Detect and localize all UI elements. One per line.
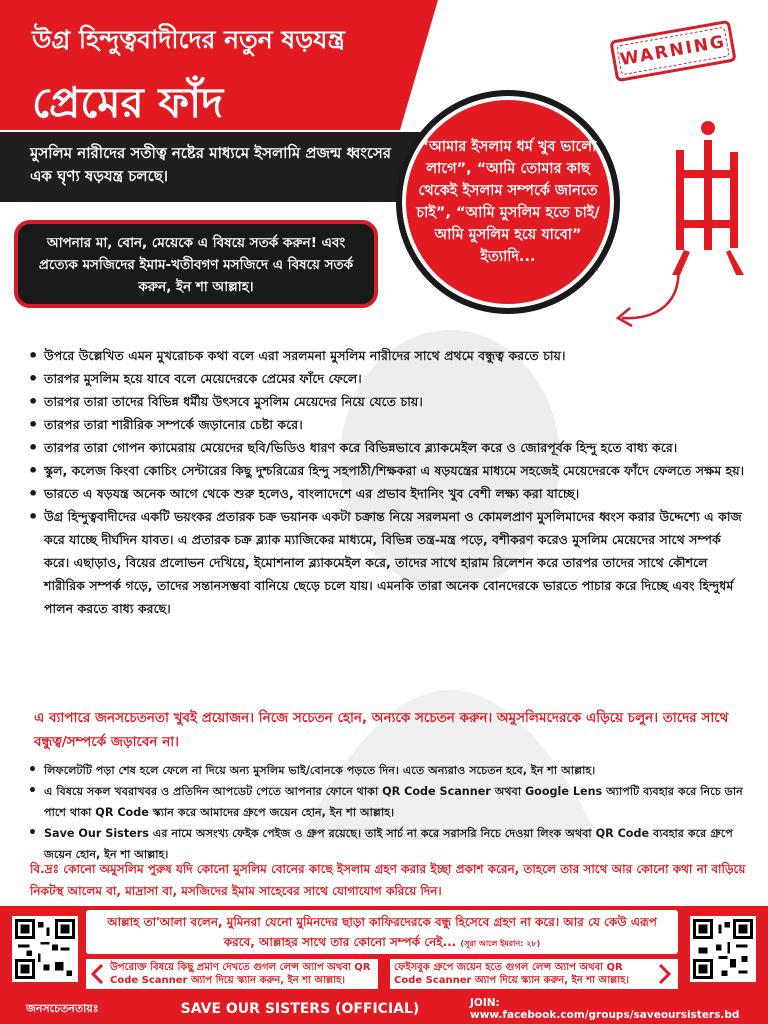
verse-citation: (সূরা আলে ইমরান: ২৮): [460, 939, 541, 948]
scan-right-text: ফেইসবুক গ্রুপে জয়েন হতে গুগল লেন্স অ্যাপ অথবা QR Code Scanner অ্যাপ দিয়ে স্ক্যান করুন, ইন শা আল্লাহ।: [394, 962, 630, 986]
arrow-right-icon: [658, 963, 672, 985]
main-bullet-list: [26, 344, 746, 620]
list-item: • উপরে উল্লেখিত এমন মুখরোচক কথা বলে এরা সরলমনা মুসলিম নারীদের সাথে প্রথমে বন্ধুত্ব করতে চায়।: [26, 344, 746, 367]
warning-stamp: WARNING: [609, 20, 736, 83]
quran-verse-box: [86, 910, 678, 954]
list-item: • তারপর মুসলিম হয়ে যাবে বলে মেয়েদেরকে প্রেমের ফাঁদে ফেলে।: [26, 367, 746, 390]
quote-text: “আমার ইসলাম ধর্ম খুব ভালো লাগে”, “আমি তোমার কাছ থেকেই ইসলাম সম্পর্কে জানতে চাই”, “আমি মুসলিম হতে চাই/আমি মুসলিম হয়ে যাবো” ইত্যাদি...: [416, 139, 600, 265]
alert-text: আপনার মা, বোন, মেয়েকে এ বিষয়ে সতর্ক করুন! এবং প্রত্যেক মসজিদের ইমাম-খতীবগণ মসজিদে এ বিষয়ে সতর্ক করুন, ইন শা আল্লাহ।: [38, 235, 354, 295]
list-item: • উগ্র হিন্দুত্ববাদীদের একটি ভয়ংকর প্রতারক চক্র ভয়ানক একটা চক্রান্ত নিয়ে সরলমনা ও কোমলপ্রাণ মুসলিমাদের ধ্বংস করার উদ্দেশ্যে এ কাজ করে যাচ্ছে দীর্ঘদিন যাবত। এ প্রতারক চক্র ব্ল্যাক ম্যাজিকের মাধ্যমে, বিভিন্ন তন্ত্র-মন্ত্র পড়ে, বশীকরণ করেও মুসলিম মেয়েদের সাথে সম্পর্ক করে। এছাড়াও, বিয়ের প্রলোভন দেখিয়ে, ইমোশনাল ব্ল্যাকমেইল করে, তাদের সাথে হারাম রিলেশন করে তারপর তাদের সাথে কৌশলে শারীরিক সম্পর্ক গড়ে, তাদের সন্তানসম্ভবা বানিয়ে ছেড়ে চলে যায়। এমনকি তারা অনেক বোনদেরকে ভারতে পাচার করে দিচ্ছে এবং হিন্দুধর্ম পালন করতে বাধ্য করছে।: [26, 505, 746, 620]
scan-left-text: উপরোক্ত বিষয়ে কিছু প্রমাণ দেখতে গুগল লেন্স অ্যাপ অথবা QR Code Scanner অ্যাপ দিয়ে স্ক্যান করুন, ইন শা আল্লাহ।: [110, 962, 371, 986]
qr-code-icon[interactable]: [12, 916, 78, 982]
intro-text: মুসলিম নারীদের সতীত্ব নষ্টের মাধ্যমে ইসলামি প্রজন্ম ধ্বংসের এক ঘৃণ্য ষড়যন্ত্র চলছে।: [30, 144, 392, 185]
qr-code-icon[interactable]: [690, 916, 756, 982]
intro-banner: [0, 132, 420, 202]
bound-figure-illustration: [664, 110, 754, 280]
list-item: • লিফলেটটি পড়া শেষ হলে ফেলে না দিয়ে অন্য মুসলিম ভাই/বোনকে পড়তে দিন। এতে অন্যরাও সচেতন হবে, ইন শা আল্লাহ।: [26, 760, 746, 781]
page-subtitle: উগ্র হিন্দুত্ববাদীদের নতুন ষড়যন্ত্র: [32, 25, 345, 54]
alert-box: [14, 220, 378, 308]
list-item: • তারপর তারা গোপন ক্যামেরায় মেয়েদের ছবি/ভিডিও ধারণ করে বিভিন্নভাবে ব্ল্যাকমেইল করে ও জোরপূর্বক হিন্দু হতে বাধ্য করে।: [26, 436, 746, 459]
footer: [0, 994, 768, 1024]
footer-label: জনসচেতনতায়ঃ: [26, 1001, 99, 1015]
org-name: SAVE OUR SISTERS (OFFICIAL): [180, 1001, 420, 1017]
list-item: • তারপর তারা শারীরিক সম্পর্কে জড়ানোর চেষ্টা করে।: [26, 413, 746, 436]
scan-instruction-right: [390, 959, 678, 989]
scan-instruction-left: [86, 959, 378, 989]
awareness-note: এ ব্যাপারে জনসচেতনতা খুবই প্রয়োজন। নিজে সচেতন হোন, অন্যকে সচেতন করুন। অমুসলিমদেরকে এড়িয়ে চলুন। তাদের সাথে বন্ধুত্ব/সম্পর্কে জড়াবেন না।: [34, 710, 729, 750]
list-item: • ভারতে এ ষড়যন্ত্র অনেক আগে থেকে শুরু হলেও, বাংলাদেশে এর প্রভাব ইদানিং খুব বেশী লক্ষ্য করা যাচ্ছে।: [26, 482, 746, 505]
list-item: • Save Our Sisters এর নামে অসংখ্য ফেইক পেইজ ও গ্রুপ রয়েছে। তাই সার্চ না করে সরাসরি নিচে দেওয়া লিংক অথবা QR Code ব্যবহার করে গ্রুপে জয়েন হোন, ইন শা আল্লাহ।: [26, 823, 746, 865]
list-item: • এ বিষয়ে সকল খবরাখবর ও প্রতিদিন আপডেট পেতে আপনার ফোনে থাকা QR Code Scanner অথবা Google Lens অ্যাপটি ব্যবহার করে নিচে ডান পাশে থাকা QR Code স্ক্যান করে আমাদের গ্রুপে জয়েন হোন, ইন শা আল্লাহ।: [26, 781, 746, 823]
arrow-left-icon: [90, 963, 104, 985]
instructions-list: [26, 760, 746, 865]
verse-text: আল্লাহ তা'আলা বলেন, মুমিনরা যেনো মুমিনদের ছাড়া কাফিরদেরকে বন্ধু হিসেবে গ্রহণ না করে। আর যে কেউ এরূপ করবে, আল্লাহর সাথে তার কোনো সম্পর্ক নেই...: [107, 915, 657, 949]
list-item: • তারপর তারা তাদের বিভিন্ন ধর্মীয় উৎসবে মুসলিম মেয়েদের নিয়ে যেতে চায়।: [26, 390, 746, 413]
list-item: • স্কুল, কলেজ কিংবা কোচিং সেন্টারের কিছু দুশ্চরিত্রের হিন্দু সহপাঠী/শিক্ষকরা এ ষড়যন্ত্রের মাধ্যমে সহজেই মেয়েদেরকে ফাঁদে ফেলতে সক্ষম হয়।: [26, 459, 746, 482]
quote-circle: [396, 90, 620, 314]
join-link[interactable]: JOIN: www.facebook.com/groups/saveoursisters.bd: [470, 997, 740, 1021]
title-banner: [0, 0, 400, 130]
ps-note: বি.দ্রঃ কোনো অমুসলিম পুরুষ যদি কোনো মুসলিম বোনের কাছে ইসলাম গ্রহণ করার ইচ্ছা প্রকাশ করেন, তাহলে তার সাথে আর কোনো কথা না বাড়িয়ে নিকটস্থ আলেম বা, মাদ্রাসা বা, মসজিদের ইমাম সাহেবের সাথে যোগাযোগ করিয়ে দিন।: [30, 862, 746, 898]
page-title: প্রেমের ফাঁদ: [32, 78, 224, 127]
